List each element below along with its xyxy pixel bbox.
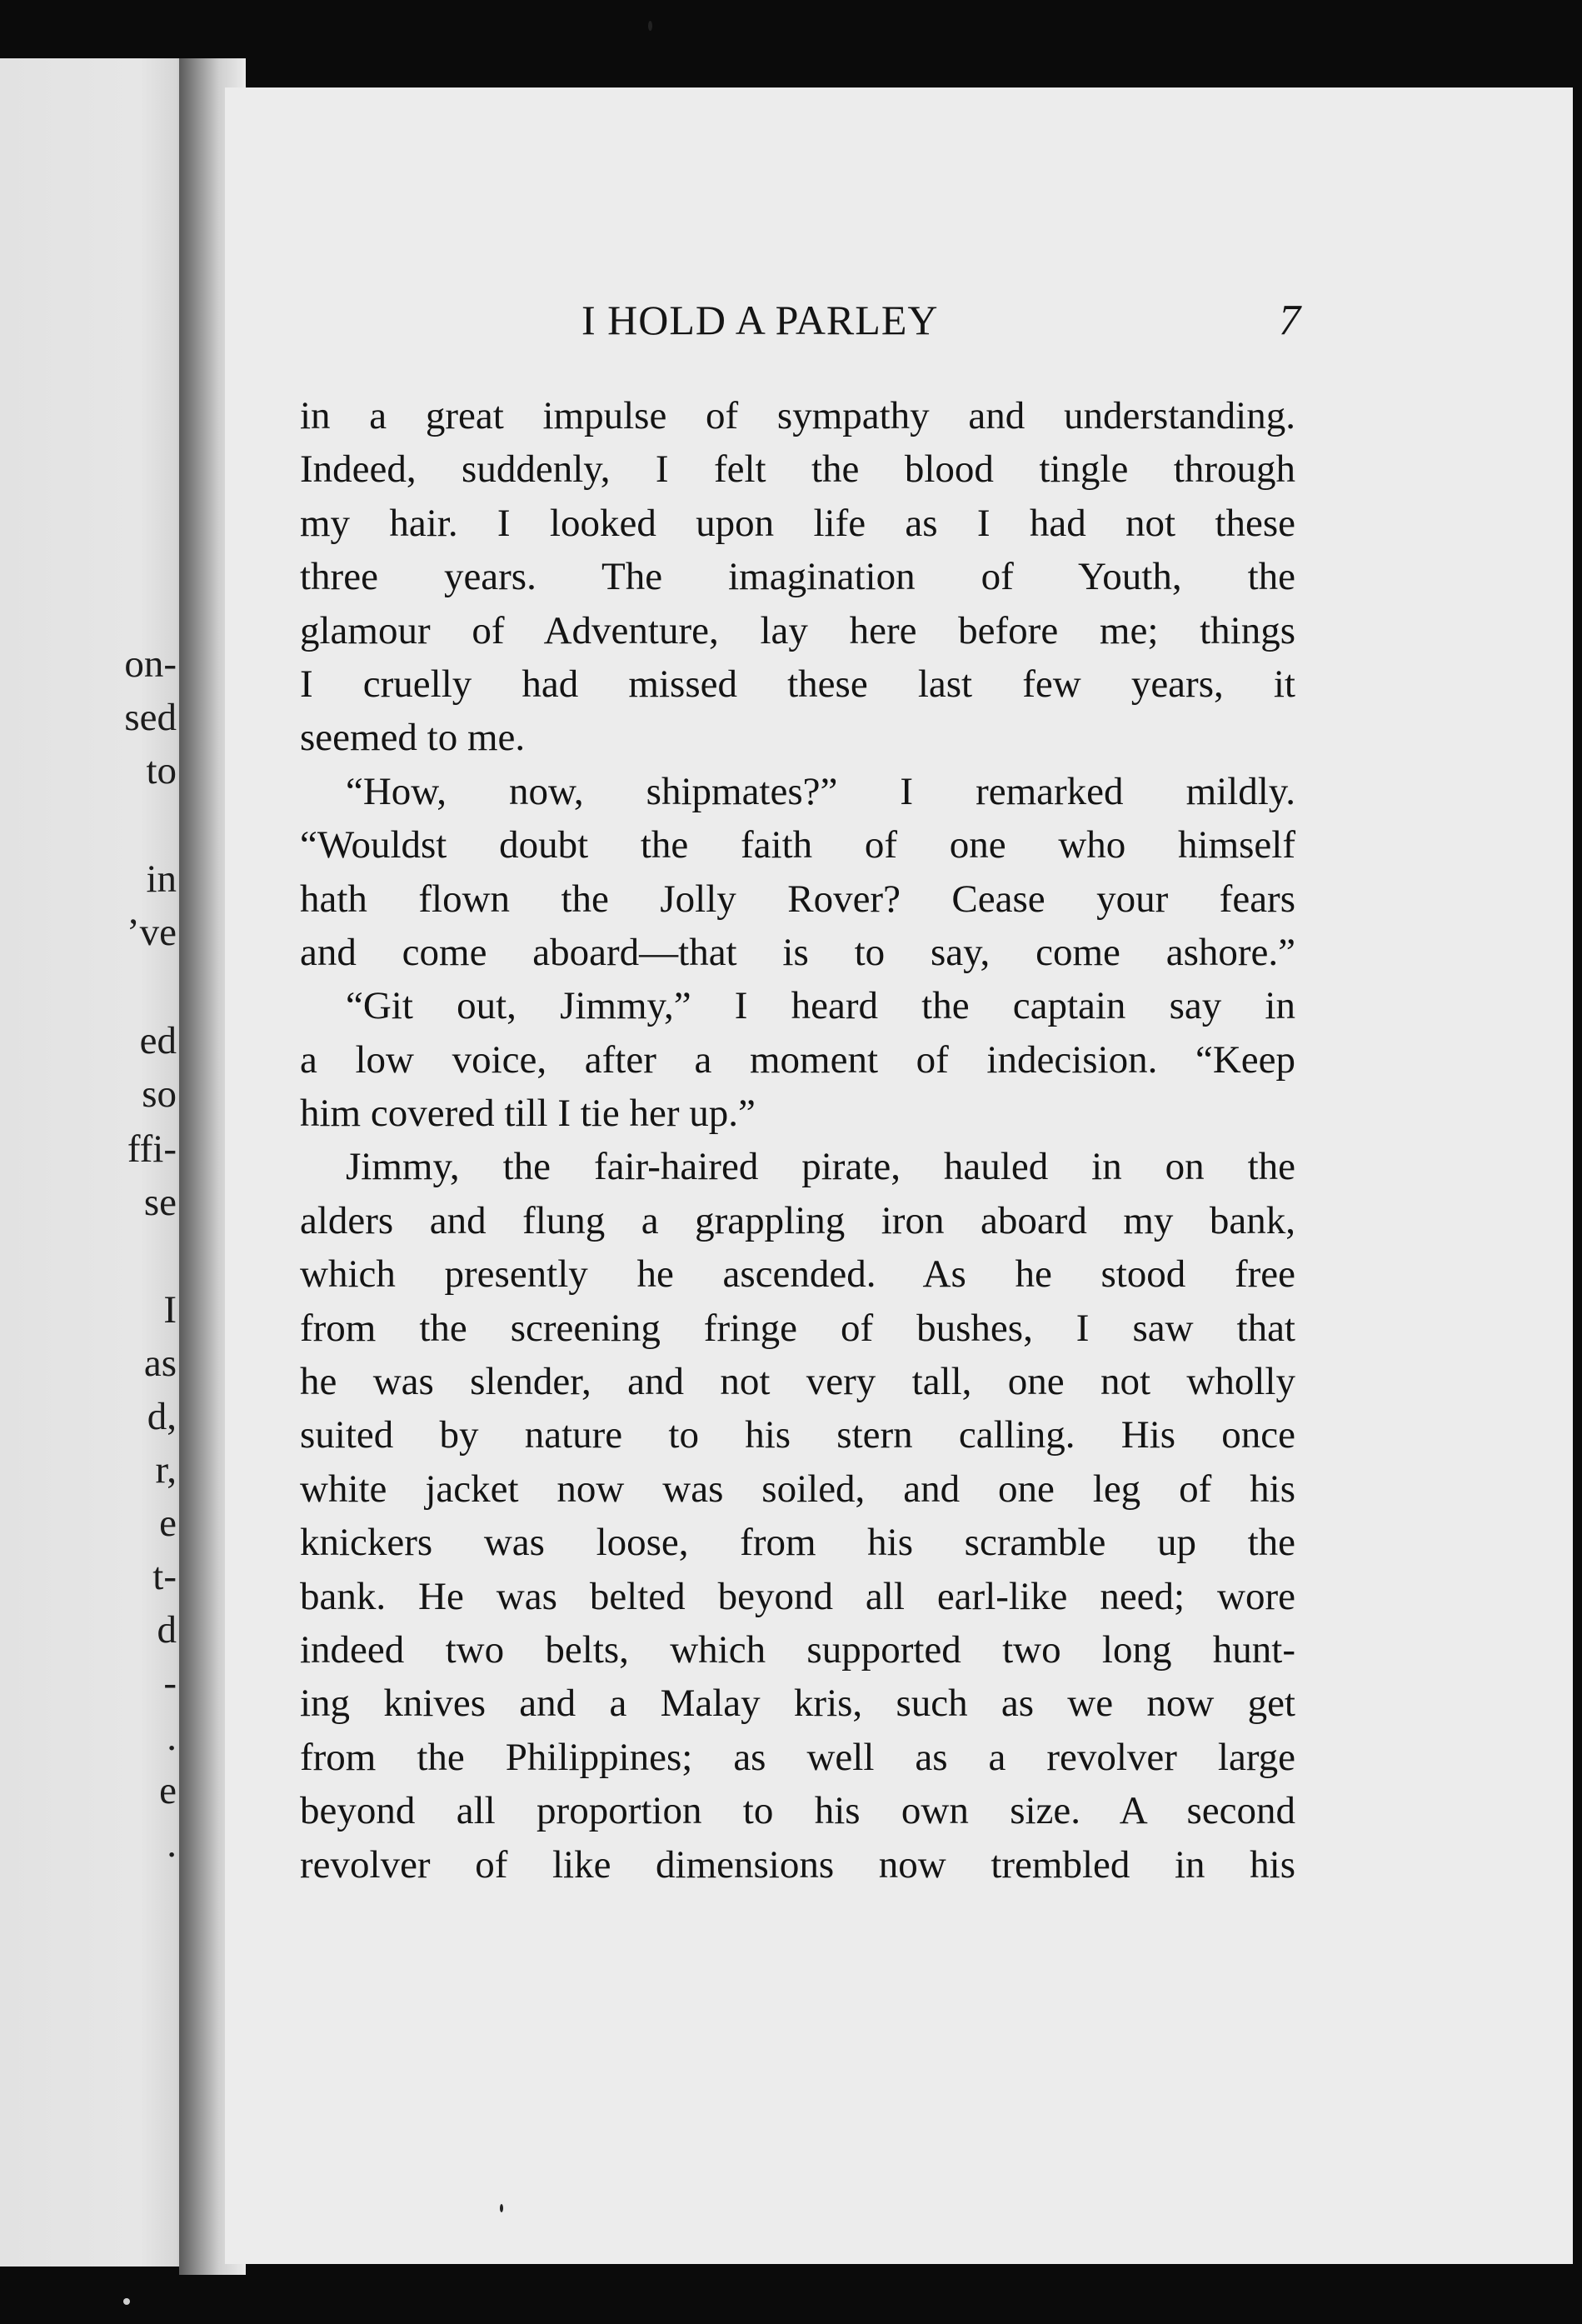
text-line: white jacket now was soiled, and one leg of his: [300, 1467, 1295, 1511]
print-speck: [648, 21, 652, 31]
text-line: and come aboard—that is to say, come ashore.”: [300, 930, 1295, 974]
fragment-line: e: [159, 1769, 177, 1812]
page-number: 7: [1279, 297, 1300, 344]
fragment-line: t-: [152, 1555, 177, 1598]
text-line: hath flown the Jolly Rover? Cease your fears: [300, 877, 1295, 921]
text-line: three years. The imagination of Youth, the: [300, 555, 1295, 599]
fragment-line: on-: [124, 642, 177, 686]
fragment-line: sed: [124, 696, 177, 739]
text-line: “How, now, shipmates?” I remarked mildly.: [346, 769, 1295, 813]
fragment-line: d: [157, 1608, 177, 1652]
text-line: glamour of Adventure, lay here before me; things: [300, 608, 1295, 652]
text-line: beyond all proportion to his own size. A second: [300, 1789, 1295, 1833]
fragment-line: d,: [147, 1395, 177, 1438]
book-page: [225, 87, 1573, 2264]
text-line: indeed two belts, which supported two long hunt-: [300, 1627, 1295, 1672]
text-line: seemed to me.: [300, 716, 526, 760]
fragment-line: as: [143, 1342, 177, 1385]
previous-page-edge: [0, 58, 200, 2267]
fragment-line: ed: [139, 1019, 177, 1062]
fragment-line: .: [167, 1716, 177, 1759]
text-line: Indeed, suddenly, I felt the blood tingle through: [300, 447, 1295, 492]
text-line: suited by nature to his stern calling. His once: [300, 1413, 1295, 1457]
fragment-line: r,: [155, 1448, 177, 1492]
text-line: from the screening fringe of bushes, I saw that: [300, 1306, 1295, 1350]
fragment-line: e: [159, 1502, 177, 1545]
fragment-line: in: [146, 857, 177, 901]
print-speck: [123, 2298, 130, 2305]
fragment-line: ’ve: [126, 911, 177, 954]
text-line: ing knives and a Malay kris, such as we now get: [300, 1682, 1295, 1726]
text-line: bank. He was belted beyond all earl-like need; wore: [300, 1574, 1295, 1618]
text-line: which presently he ascended. As he stood free: [300, 1252, 1295, 1297]
text-line: from the Philippines; as well as a revolver large: [300, 1735, 1295, 1779]
body-text: [300, 389, 1295, 1892]
print-speck: [500, 2204, 503, 2212]
text-line: Jimmy, the fair-haired pirate, hauled in on the: [346, 1145, 1295, 1189]
text-line: “Wouldst doubt the faith of one who himself: [300, 823, 1295, 867]
fragment-line: se: [143, 1181, 177, 1224]
running-head: [225, 296, 1573, 354]
fragment-line: so: [142, 1072, 177, 1116]
fragment-line: -: [163, 1662, 177, 1705]
text-line: I cruelly had missed these last few years, it: [300, 662, 1295, 706]
text-line: alders and flung a grappling iron aboard my bank,: [300, 1198, 1295, 1242]
fragment-line: ffi-: [127, 1127, 177, 1171]
chapter-title: I HOLD A PARLEY: [581, 297, 939, 343]
text-line: knickers was loose, from his scramble up the: [300, 1521, 1295, 1565]
fragment-line: I: [163, 1288, 177, 1332]
text-line: him covered till I tie her up.”: [300, 1092, 756, 1136]
text-line: revolver of like dimensions now trembled in his: [300, 1842, 1295, 1887]
fragment-line: to: [146, 749, 177, 792]
text-line: “Git out, Jimmy,” I heard the captain say in: [346, 984, 1295, 1028]
text-line: in a great impulse of sympathy and understanding.: [300, 394, 1295, 437]
fragment-line: .: [167, 1822, 177, 1866]
text-line: a low voice, after a moment of indecision. “Keep: [300, 1037, 1295, 1082]
text-line: he was slender, and not very tall, one not wholly: [300, 1360, 1295, 1404]
text-line: my hair. I looked upon life as I had not these: [300, 501, 1295, 545]
